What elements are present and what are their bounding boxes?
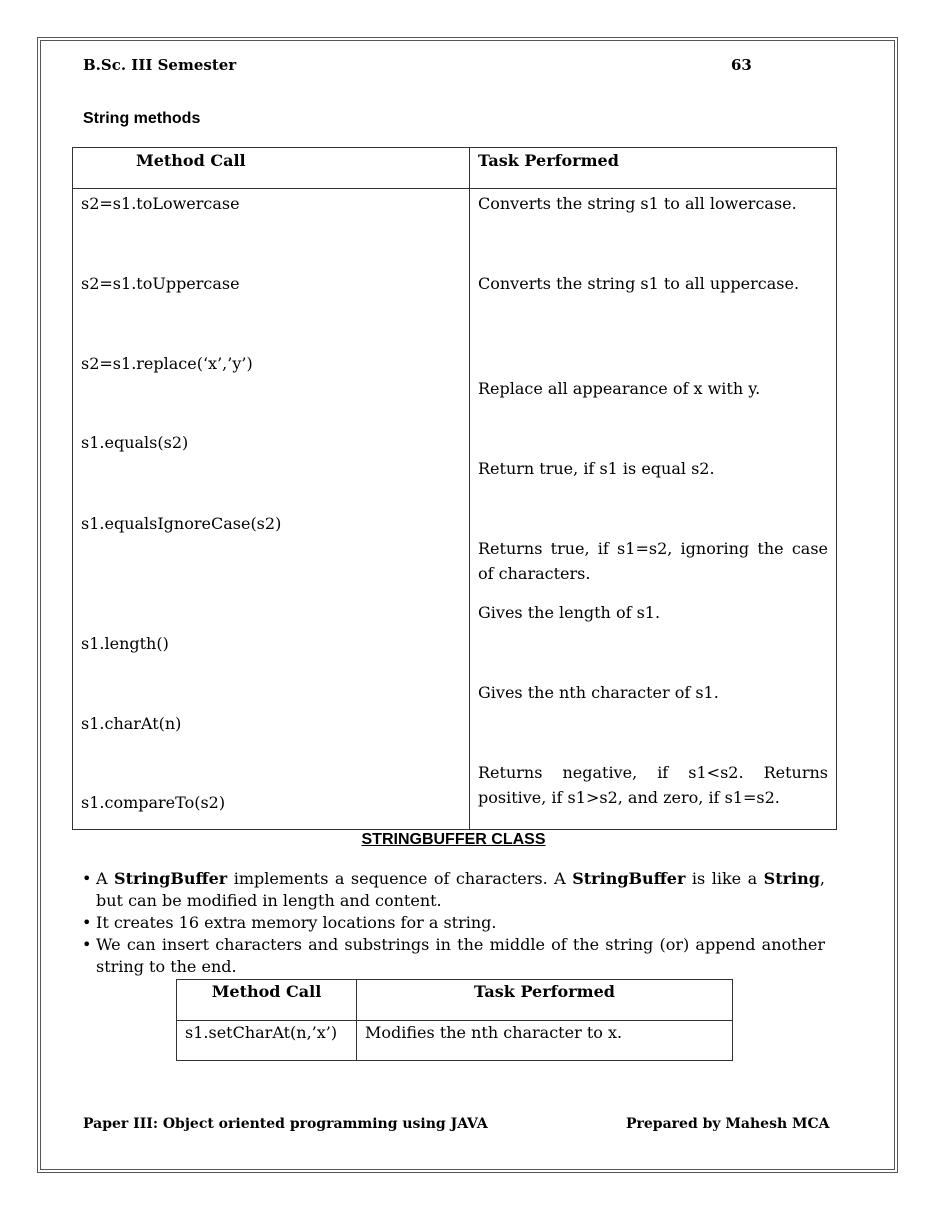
column-header-method-call: Method Call (73, 148, 470, 189)
task-description: Gives the length of s1. (478, 603, 661, 622)
method-call: s2=s1.replace(‘x’,’y’) (81, 354, 253, 373)
column-header-task-performed: Task Performed (470, 148, 837, 189)
method-call: s1.equalsIgnoreCase(s2) (81, 514, 282, 533)
method-call: s1.setCharAt(n,’x’) (177, 1021, 357, 1061)
task-description: Modifies the nth character to x. (357, 1021, 733, 1061)
table-header-row (73, 148, 837, 189)
bold-term: StringBuffer (114, 869, 228, 888)
list-item: • It creates 16 extra memory locations for a string. (80, 912, 825, 934)
list-item: • We can insert characters and substrings in the middle of the string (or) append another string to the end. (80, 934, 825, 978)
bold-term: StringBuffer (572, 869, 686, 888)
task-description: Replace all appearance of x with y. (478, 379, 761, 398)
table-header-row (177, 980, 733, 1021)
task-description: Converts the string s1 to all uppercase. (478, 274, 800, 293)
stringbuffer-class-heading: STRINGBUFFER CLASS (361, 831, 546, 848)
header-semester: B.Sc. III Semester (83, 56, 237, 74)
bullet-text: is like a (685, 869, 764, 888)
task-performed-column (470, 189, 837, 830)
footer-author: Prepared by Mahesh MCA (626, 1116, 830, 1132)
section-title: String methods (83, 110, 201, 127)
table-body-row (73, 189, 837, 830)
column-header-method-call: Method Call (177, 980, 357, 1021)
bullet-text: implements a sequence of characters. A (227, 869, 573, 888)
table-row (177, 1021, 733, 1061)
method-call-column (73, 189, 470, 830)
method-call: s1.length() (81, 634, 169, 653)
string-methods-table (72, 147, 837, 830)
column-header-task-performed: Task Performed (357, 980, 733, 1021)
stringbuffer-methods-table (176, 979, 733, 1061)
task-description: Returns negative, if s1<s2. Returns positive, if s1>s2, and zero, if s1=s2. (478, 763, 828, 807)
bullet-text: A (96, 869, 115, 888)
method-call: s1.compareTo(s2) (81, 793, 226, 812)
method-call: s1.equals(s2) (81, 433, 189, 452)
method-call: s1.charAt(n) (81, 714, 182, 733)
task-description: Returns true, if s1=s2, ignoring the case of characters. (478, 539, 828, 583)
method-call: s2=s1.toUppercase (81, 274, 240, 293)
method-call: s2=s1.toLowercase (81, 194, 240, 213)
bold-term: String (763, 869, 820, 888)
task-description: Gives the nth character of s1. (478, 683, 719, 702)
list-item (80, 868, 825, 912)
footer-paper-title: Paper III: Object oriented programming using JAVA (83, 1116, 488, 1132)
task-description: Return true, if s1 is equal s2. (478, 459, 715, 478)
bullet-text: , but can be modified in length and content. (96, 869, 826, 910)
stringbuffer-bullet-list (80, 868, 825, 978)
page-number: 63 (731, 56, 752, 74)
task-description: Converts the string s1 to all lowercase. (478, 194, 797, 213)
